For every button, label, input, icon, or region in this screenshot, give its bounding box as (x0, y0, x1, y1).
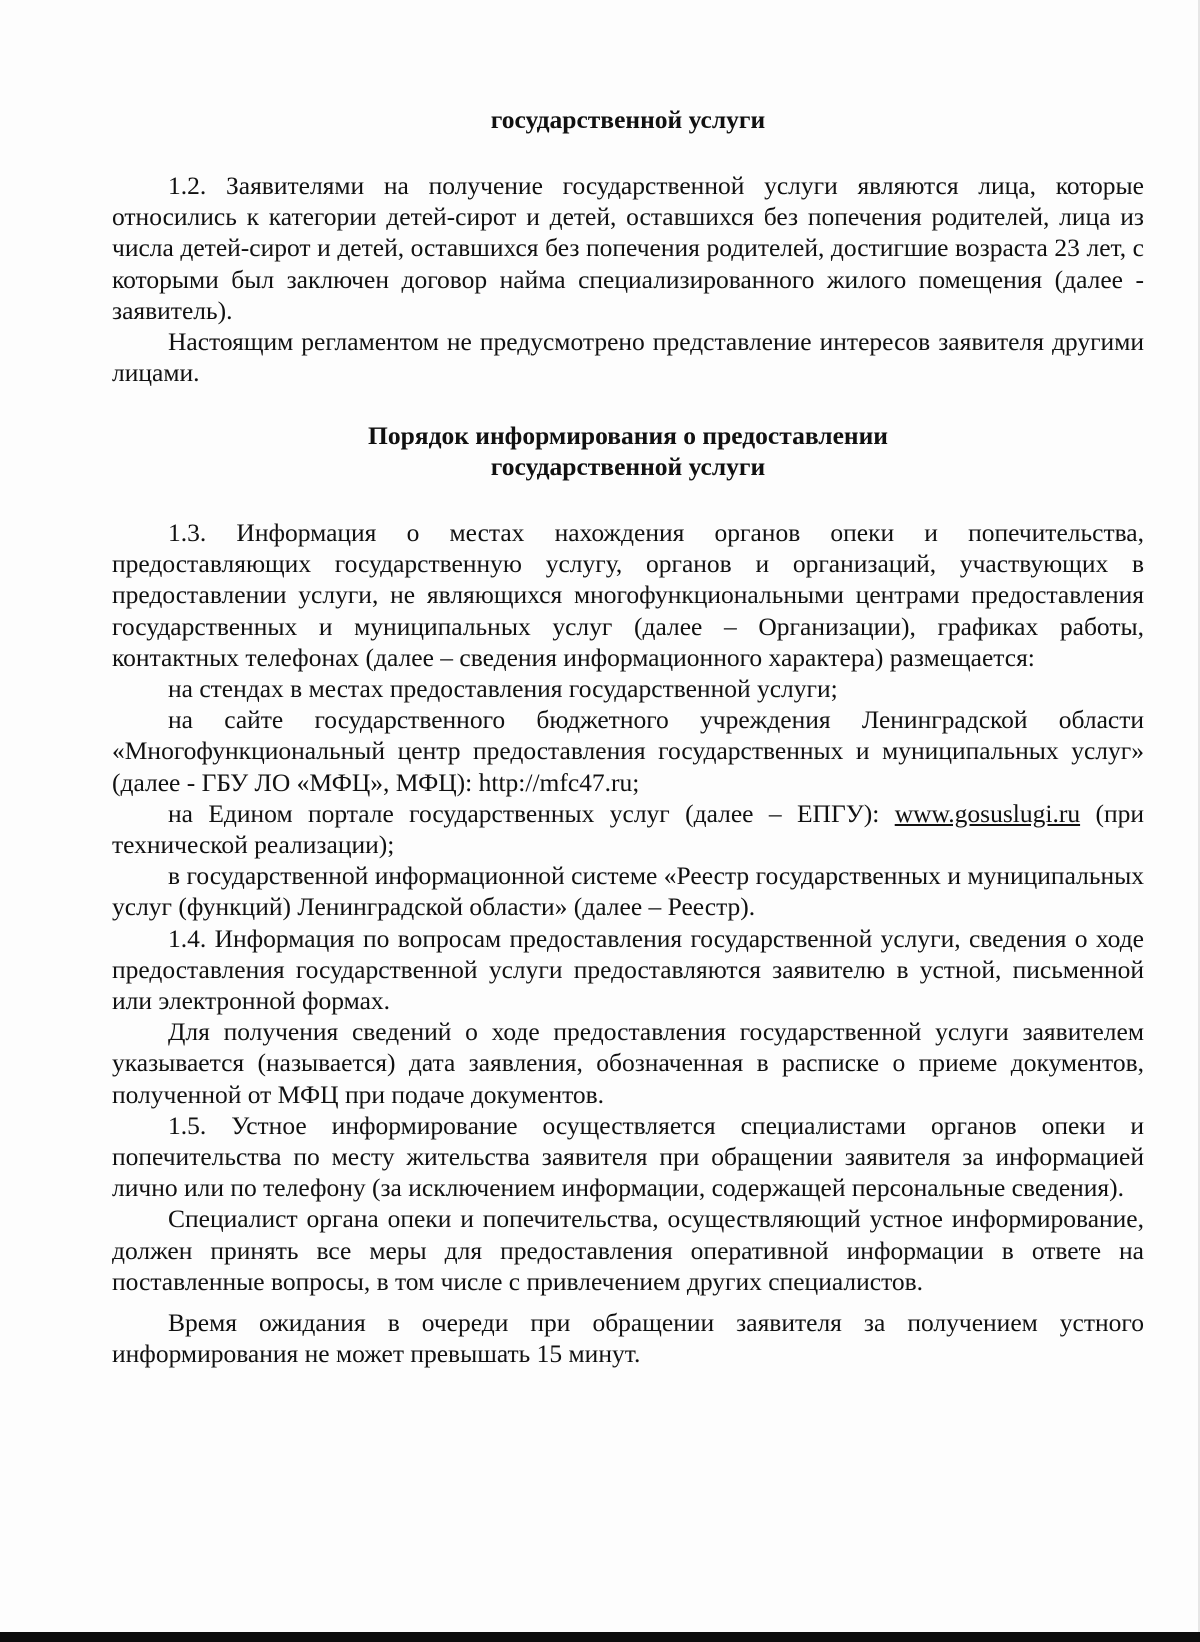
top-heading (112, 104, 1144, 135)
section-heading-line-1: Порядок информирования о предоставлении (368, 421, 888, 450)
section-heading-line-2: государственной услуги (490, 452, 766, 481)
portal-suffix: (при технической реализации); (112, 798, 1144, 860)
paragraph-1-2: 1.2. Заявителями на получение государственной услуги являются лица, которые относились к категории детей-сирот и детей, оставшихся без попечения родителей, лица из числа детей-сирот и детей, оставшихся без попечения родителей, достигшие возраста 23 лет, с которыми был заключен договор найма специализированного жилого помещения (далее - заявитель). (112, 171, 1144, 325)
portal-link[interactable]: www.gosuslugi.ru (894, 798, 1081, 828)
paragraph-no-representation: Настоящим регламентом не предусмотрено представление интересов заявителя другими лицами. (112, 327, 1144, 388)
paragraph-1-3: 1.3. Информация о местах нахождения органов опеки и попечительства, предоставляющих государственную услугу, органов и организаций, участвующих в предоставлении услуги, не являющихся многофункциональными центрами предоставления государственных и муниципальных услуг (далее – Организации), графиках работы, контактных телефонах (далее – сведения информационного характера) размещается: (112, 518, 1144, 672)
scan-bottom-bar (0, 1632, 1200, 1642)
list-item-stands: на стендах в местах предоставления государственной услуги; (168, 674, 838, 704)
paragraph-waiting: Время ожидания в очереди при обращении заявителя за получением устного информирования не может превышать 15 минут. (112, 1308, 1144, 1369)
section-heading (112, 420, 1144, 482)
paragraph-specialist: Специалист органа опеки и попечительства, осуществляющий устное информирование, должен принять все меры для предоставления оперативной информации в ответе на поставленные вопросы, в том числе с привлечением других специалистов. (112, 1204, 1144, 1296)
section-1-3-onward (112, 517, 1144, 1369)
list-item-portal (112, 798, 1144, 860)
portal-prefix: на Едином портале государственных услуг (далее – ЕПГУ): (168, 798, 895, 828)
list-item-registry: в государственной информационной системе «Реестр государственных и муниципальных услуг (функций) Ленинградской области» (далее – Реестр). (112, 861, 1144, 922)
list-item-site: на сайте государственного бюджетного учреждения Ленинградской области «Многофункциональный центр предоставления государственных и муниципальных услуг» (далее - ГБУ ЛО «МФЦ», МФЦ): http://mfc47.ru; (112, 705, 1144, 797)
top-heading-text: государственной услуги (490, 105, 766, 134)
paragraph-status: Для получения сведений о ходе предоставления государственной услуги заявителем указывается (называется) дата заявления, обозначенная в расписке о приеме документов, полученной от МФЦ при подаче документов. (112, 1017, 1144, 1109)
section-1-2 (112, 170, 1144, 388)
paragraph-1-4: 1.4. Информация по вопросам предоставления государственной услуги, сведения о ходе предоставления государственной услуги предоставляются заявителю в устной, письменной или электронной формах. (112, 923, 1144, 1016)
paragraph-1-5: 1.5. Устное информирование осуществляется специалистами органов опеки и попечительства по месту жительства заявителя при обращении заявителя за информацией лично или по телефону (за исключением информации, содержащей персональные сведения). (112, 1110, 1144, 1203)
